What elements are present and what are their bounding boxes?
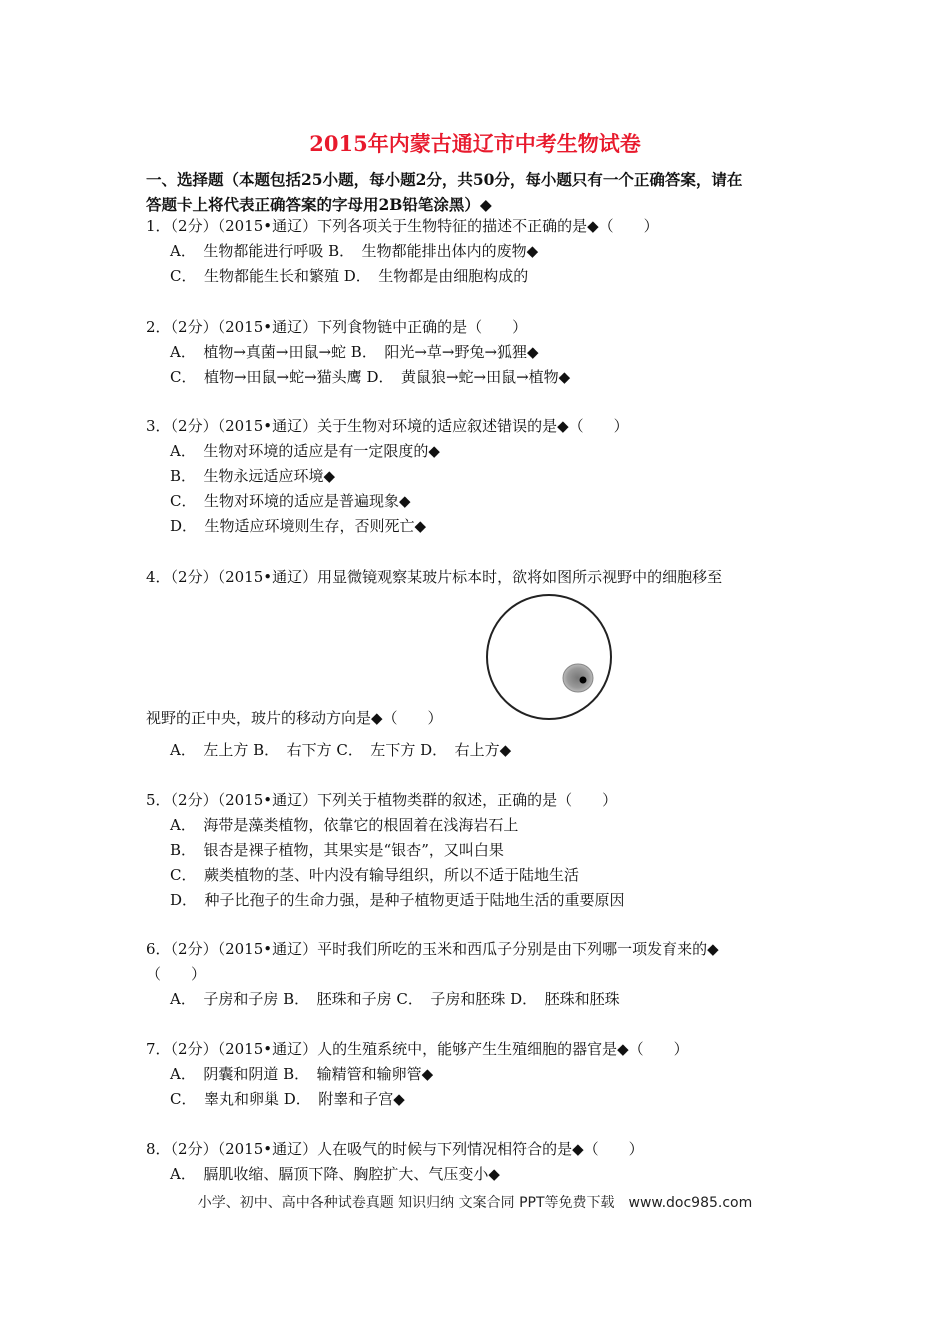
option-line: A． 膈肌收缩、膈顶下降、胸腔扩大、气压变小◆ [170, 1165, 500, 1183]
option-line: A． 阴囊和阴道 B． 输精管和输卵管◆ [170, 1065, 434, 1083]
option-line: C． 蕨类植物的茎、叶内没有输导组织，所以不适于陆地生活 [170, 866, 579, 884]
option-line: B． 银杏是裸子植物，其果实是“银杏”，又叫白果 [170, 841, 504, 859]
option-line: C． 生物都能生长和繁殖 D． 生物都是由细胞构成的 [170, 267, 529, 285]
option-line: B． 生物永远适应环境◆ [170, 467, 336, 485]
question-stem: 7．（2分）（2015•通辽）人的生殖系统中，能够产生生殖细胞的器官是◆（ ） [146, 1040, 689, 1058]
option-line: C． 生物对环境的适应是普遍现象◆ [170, 492, 411, 510]
page-title: 2015年内蒙古通辽市中考生物试卷 [309, 131, 641, 156]
microscope-field-figure [484, 592, 614, 722]
question-stem: 4．（2分）（2015•通辽）用显微镜观察某玻片标本时，欲将如图所示视野中的细胞移至 [146, 568, 723, 586]
option-line: A． 生物对环境的适应是有一定限度的◆ [170, 442, 440, 460]
question-7 [146, 1037, 826, 1112]
question-stem: 6．（2分）（2015•通辽）平时我们所吃的玉米和西瓜子分别是由下列哪一项发育来的◆ [146, 940, 719, 958]
option-line: C． 睾丸和卵巢 D． 附睾和子宫◆ [170, 1090, 405, 1108]
option-line: A． 海带是藻类植物，依靠它的根固着在浅海岩石上 [170, 816, 519, 834]
question-stem: 5．（2分）（2015•通辽）下列关于植物类群的叙述，正确的是（ ） [146, 791, 618, 809]
question-4-continued [146, 706, 826, 731]
question-8 [146, 1137, 826, 1187]
question-1 [146, 214, 826, 289]
question-stem: 1．（2分）（2015•通辽）下列各项关于生物特征的描述不正确的是◆（ ） [146, 217, 659, 235]
question-6 [146, 937, 806, 1012]
question-stem-continued: （ ） [146, 965, 207, 983]
question-2 [146, 315, 826, 390]
question-3 [146, 414, 826, 539]
option-line: D． 种子比孢子的生命力强，是种子植物更适于陆地生活的重要原因 [170, 891, 625, 909]
question-stem: 8．（2分）（2015•通辽）人在吸气的时候与下列情况相符合的是◆（ ） [146, 1140, 644, 1158]
option-line: A． 子房和子房 B． 胚珠和子房 C． 子房和胚珠 D． 胚珠和胚珠 [170, 990, 620, 1008]
section-heading-line-2: 答题卡上将代表正确答案的字母用2B铅笔涂黑）◆ [146, 195, 492, 214]
question-5 [146, 788, 826, 913]
option-line: A． 植物→真菌→田鼠→蛇 B． 阳光→草→野兔→狐狸◆ [170, 343, 539, 361]
question-4 [146, 565, 806, 590]
option-line: A． 生物都能进行呼吸 B． 生物都能排出体内的废物◆ [170, 242, 539, 260]
footer-watermark: 小学、初中、高中各种试卷真题 知识归纳 文案合同 PPT等免费下载 www.doc985.com [197, 1195, 753, 1211]
question-stem-continued: 视野的正中央，玻片的移动方向是◆（ ） [146, 709, 443, 727]
section-heading [146, 167, 806, 217]
option-line: D． 生物适应环境则生存，否则死亡◆ [170, 517, 427, 535]
option-line: C． 植物→田鼠→蛇→猫头鹰 D． 黄鼠狼→蛇→田鼠→植物◆ [170, 368, 571, 386]
question-stem: 2．（2分）（2015•通辽）下列食物链中正确的是（ ） [146, 318, 528, 336]
option-line: A． 左上方 B． 右下方 C． 左下方 D． 右上方◆ [170, 741, 512, 759]
question-4-options [146, 738, 826, 763]
question-stem: 3．（2分）（2015•通辽）关于生物对环境的适应叙述错误的是◆（ ） [146, 417, 629, 435]
section-heading-line-1: 一、选择题（本题包括25小题，每小题2分，共50分，每小题只有一个正确答案，请在 [146, 170, 743, 189]
microscope-field-icon [484, 592, 614, 722]
